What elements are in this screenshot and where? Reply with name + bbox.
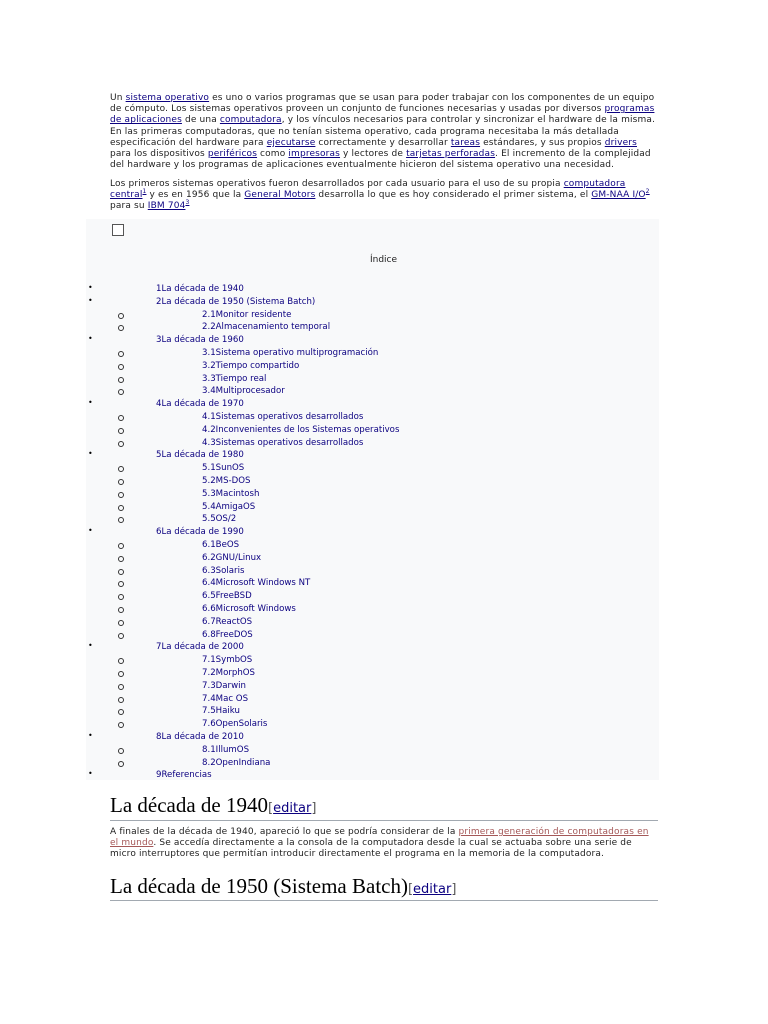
toc-item-label: OpenSolaris bbox=[215, 719, 268, 730]
edit-section-1950 bbox=[408, 882, 456, 897]
toc-item-label: La década de 1950 (Sistema Batch) bbox=[161, 296, 316, 307]
toc-item-label: AmigaOS bbox=[215, 501, 256, 512]
toc-item[interactable] bbox=[202, 502, 255, 512]
toc-item[interactable] bbox=[156, 642, 244, 652]
toc-item[interactable] bbox=[202, 578, 310, 588]
toc-item-number: 6.3 bbox=[202, 565, 216, 576]
toc-item-number: 6.7 bbox=[202, 616, 216, 627]
toc-item[interactable] bbox=[202, 668, 255, 678]
toc-item-number: 8 bbox=[156, 732, 162, 742]
circle-bullet-icon bbox=[118, 620, 124, 626]
circle-bullet-icon bbox=[118, 761, 124, 767]
toc-item-number: 3.4 bbox=[202, 386, 216, 397]
circle-bullet-icon bbox=[118, 607, 124, 613]
circle-bullet-icon bbox=[118, 415, 124, 421]
text: y lectores de bbox=[340, 149, 407, 160]
toc-item-label: BeOS bbox=[215, 540, 240, 550]
text: Los primeros sistemas operativos fueron desarrollados por cada usuario para el uso de su propia bbox=[110, 179, 564, 189]
circle-bullet-icon bbox=[118, 543, 124, 549]
text: es uno o varios programas que se usan para poder trabajar con los componentes de un equipo de cómputo. Los sistemas operativos proveen un conjunto de funciones necesarias y usadas por diversos bbox=[110, 93, 655, 115]
bracket: ] bbox=[451, 882, 457, 897]
circle-bullet-icon bbox=[118, 556, 124, 562]
toc-item-label: IllumOS bbox=[215, 744, 250, 755]
toc-item[interactable] bbox=[202, 540, 239, 550]
link-general-motors[interactable]: General Motors bbox=[244, 190, 316, 201]
circle-bullet-icon bbox=[118, 441, 124, 447]
toc-item[interactable] bbox=[156, 284, 244, 294]
toc-item-number: 4.2 bbox=[202, 424, 216, 435]
text: . Se accedía directamente a la consola de la computadora desde la cual se actuaba sobre una serie de micro interruptores que permitían introducir directamente el programa en la memoria de la computadora. bbox=[110, 838, 632, 860]
intro-paragraph-2 bbox=[110, 179, 658, 213]
bullet-icon: • bbox=[88, 641, 93, 651]
reference-2[interactable]: 2 bbox=[645, 188, 650, 196]
toc-item[interactable] bbox=[202, 630, 253, 640]
text: como bbox=[257, 149, 289, 160]
toc-item[interactable] bbox=[156, 450, 244, 460]
bullet-icon: • bbox=[88, 283, 93, 292]
toc-item-number: 7.5 bbox=[202, 706, 216, 717]
toc-item-number: 6.1 bbox=[202, 540, 216, 550]
toc-item-label: Sistema operativo multiprogramación bbox=[215, 348, 379, 358]
toc-title: Índice bbox=[369, 255, 398, 265]
toc-item-label: OpenIndiana bbox=[215, 757, 271, 768]
toc-item[interactable] bbox=[156, 732, 244, 742]
toc-item-label: La década de 2010 bbox=[161, 732, 244, 742]
bullet-icon: • bbox=[88, 398, 93, 408]
toc-item-label: Monitor residente bbox=[215, 309, 292, 320]
bracket: [ bbox=[268, 801, 274, 816]
toc-item-label: FreeBSD bbox=[215, 591, 252, 602]
bullet-icon: • bbox=[88, 731, 93, 740]
text: Un bbox=[110, 93, 126, 103]
link-ejecutarse[interactable]: ejecutarse bbox=[266, 137, 316, 148]
bracket: ] bbox=[311, 801, 317, 816]
link-gm-naa-io[interactable]: GM-NAA I/O bbox=[591, 190, 646, 201]
toc-item[interactable] bbox=[202, 425, 399, 435]
toc-item[interactable] bbox=[202, 566, 244, 576]
toc-item[interactable] bbox=[202, 310, 291, 320]
toc-item[interactable] bbox=[202, 514, 236, 524]
circle-bullet-icon bbox=[118, 364, 124, 370]
reference-1[interactable]: 1 bbox=[142, 188, 147, 196]
toc-item-number: 2.2 bbox=[202, 322, 216, 333]
toc-item-number: 6.2 bbox=[202, 552, 216, 563]
toc-item-number: 7 bbox=[156, 642, 162, 653]
toc-item-number: 5.1 bbox=[202, 463, 216, 474]
heading-divider bbox=[110, 900, 658, 901]
text: A finales de la década de 1940, apareció lo que se podría considerar de la bbox=[110, 827, 459, 837]
link-tarjetas-perforadas[interactable]: tarjetas perforadas bbox=[406, 149, 496, 160]
toc-item-number: 1 bbox=[156, 284, 162, 294]
toc-item-label: GNU/Linux bbox=[215, 552, 262, 563]
edit-section-1940 bbox=[268, 801, 316, 816]
toc-item-number: 6.4 bbox=[202, 578, 216, 589]
text: de una bbox=[181, 115, 220, 126]
toc-item[interactable] bbox=[202, 745, 249, 755]
toc-item[interactable] bbox=[202, 438, 363, 448]
toc-item-label: OS/2 bbox=[215, 514, 237, 525]
toc-item-label: La década de 1980 bbox=[161, 450, 244, 461]
toc-item-number: 5.5 bbox=[202, 514, 216, 525]
link-sistema-operativo[interactable]: sistema operativo bbox=[125, 93, 210, 103]
toc-item-number: 4.3 bbox=[202, 437, 216, 448]
toc-item-label: Mac OS bbox=[215, 693, 249, 704]
circle-bullet-icon bbox=[118, 671, 124, 677]
toc-item-label: La década de 1970 bbox=[161, 399, 244, 410]
circle-bullet-icon bbox=[118, 377, 124, 383]
toc-item-number: 7.2 bbox=[202, 668, 216, 678]
circle-bullet-icon bbox=[118, 684, 124, 690]
section-1940-paragraph bbox=[110, 827, 658, 861]
text: estándares, y sus propios bbox=[480, 137, 605, 148]
toc-item-number: 2 bbox=[156, 296, 162, 307]
toc-item-number: 6.5 bbox=[202, 591, 216, 602]
section-heading-1940 bbox=[110, 793, 316, 818]
toc-item-number: 7.6 bbox=[202, 719, 216, 730]
heading-divider bbox=[110, 820, 658, 821]
section-heading-1950 bbox=[110, 874, 456, 899]
toc-item-label: MS-DOS bbox=[215, 476, 251, 486]
toc-item[interactable] bbox=[202, 617, 252, 627]
toc-item[interactable] bbox=[202, 476, 250, 486]
reference-3[interactable]: 3 bbox=[185, 199, 190, 207]
text: para los dispositivos bbox=[110, 149, 208, 160]
toc-item-number: 7.1 bbox=[202, 655, 216, 666]
toc-item[interactable] bbox=[202, 706, 240, 716]
text: y es en 1956 que la bbox=[146, 190, 245, 201]
toc-item-label: Multiprocesador bbox=[215, 386, 285, 397]
toc-item-label: FreeDOS bbox=[215, 629, 253, 640]
link-programas-de-aplicaciones[interactable]: programas de aplicaciones bbox=[110, 104, 655, 126]
toc-item[interactable] bbox=[156, 297, 315, 307]
link-tareas[interactable]: tareas bbox=[450, 137, 481, 148]
toc-item[interactable] bbox=[202, 694, 248, 704]
toc-item[interactable] bbox=[202, 489, 259, 499]
link-impresoras[interactable]: impresoras bbox=[288, 149, 341, 160]
toc-item-number: 7.3 bbox=[202, 680, 216, 691]
toc-item-label: Almacenamiento temporal bbox=[215, 322, 331, 333]
toc-item-number: 8.1 bbox=[202, 744, 216, 755]
toc-item-number: 7.4 bbox=[202, 693, 216, 704]
bracket: [ bbox=[407, 882, 414, 897]
toc-item-label: Sistemas operativos desarrollados bbox=[215, 412, 364, 422]
toc-item-label: Darwin bbox=[215, 680, 246, 691]
circle-bullet-icon bbox=[118, 633, 124, 639]
text: correctamente y desarrollar bbox=[315, 137, 451, 148]
toc-item-label: Haiku bbox=[215, 706, 240, 717]
toc-item[interactable] bbox=[202, 322, 330, 332]
toc-item-number: 5.3 bbox=[202, 488, 216, 499]
toc-item-label: Macintosh bbox=[215, 488, 260, 499]
toc-item-number: 5.4 bbox=[202, 501, 216, 512]
toc-item-label: La década de 1960 bbox=[161, 335, 244, 346]
toc-item[interactable] bbox=[202, 361, 299, 371]
bullet-icon: • bbox=[88, 526, 93, 536]
toc-item-label: Microsoft Windows NT bbox=[215, 578, 311, 589]
toc-item-label: Microsoft Windows bbox=[215, 604, 296, 614]
toc-item[interactable] bbox=[202, 591, 252, 601]
toc-item[interactable] bbox=[202, 374, 266, 384]
toc-item-label: ReactOS bbox=[215, 616, 253, 627]
toc-item-number: 3.3 bbox=[202, 373, 216, 384]
toc-item-number: 5 bbox=[156, 450, 162, 461]
toc-item-number: 6.6 bbox=[202, 604, 216, 614]
circle-bullet-icon bbox=[118, 492, 124, 498]
toc-item[interactable] bbox=[156, 335, 244, 345]
toc-item-number: 3.1 bbox=[202, 348, 216, 358]
circle-bullet-icon bbox=[118, 697, 124, 703]
toc-item[interactable] bbox=[156, 527, 244, 537]
toc-item-number: 4.1 bbox=[202, 412, 216, 422]
circle-bullet-icon bbox=[118, 479, 124, 485]
toc-item-number: 2.1 bbox=[202, 309, 216, 320]
toc-item[interactable] bbox=[202, 463, 244, 473]
toc-item-number: 4 bbox=[156, 399, 162, 410]
toc-item-number: 5.2 bbox=[202, 476, 216, 486]
toc-item-label: MorphOS bbox=[215, 668, 255, 678]
toc-item[interactable] bbox=[202, 348, 378, 358]
toc-item[interactable] bbox=[202, 758, 270, 768]
toc-item-label: Solaris bbox=[215, 565, 245, 576]
edit-link-1940[interactable]: editar bbox=[273, 801, 312, 816]
link-primera-generacion[interactable]: primera generación de computadoras en el mundo bbox=[110, 827, 649, 849]
link-perifericos[interactable]: periféricos bbox=[207, 149, 258, 160]
toc-item-number: 6 bbox=[156, 527, 162, 538]
toc-item[interactable] bbox=[202, 412, 363, 422]
heading-text: La década de 1950 (Sistema Batch) bbox=[110, 874, 408, 898]
toc-item-number: 8.2 bbox=[202, 757, 216, 768]
link-ibm-704[interactable]: IBM 704 bbox=[147, 201, 186, 212]
toc-item[interactable] bbox=[202, 604, 296, 614]
edit-link-1950[interactable]: editar bbox=[413, 882, 452, 897]
bullet-icon: • bbox=[88, 769, 93, 779]
circle-bullet-icon bbox=[118, 428, 124, 434]
toc-item-label: SunOS bbox=[215, 463, 245, 474]
toc-item[interactable] bbox=[202, 681, 246, 691]
bullet-icon: • bbox=[88, 295, 93, 305]
toc-item-label: Referencias bbox=[161, 770, 212, 781]
toc-item[interactable] bbox=[202, 719, 267, 729]
bullet-icon: • bbox=[88, 449, 93, 459]
circle-bullet-icon bbox=[118, 505, 124, 511]
circle-bullet-icon bbox=[118, 351, 124, 357]
toc-item-label: La década de 1940 bbox=[161, 284, 244, 294]
link-drivers[interactable]: drivers bbox=[604, 137, 637, 148]
toc-item[interactable] bbox=[156, 399, 244, 409]
toc-item[interactable] bbox=[202, 655, 252, 665]
toc-item-label: SymbOS bbox=[215, 655, 253, 666]
toc-item-label: La década de 1990 bbox=[161, 527, 244, 538]
toc-item-number: 3 bbox=[156, 335, 162, 346]
toc-item-number: 9 bbox=[156, 770, 162, 781]
text: desarrolla lo que es hoy considerado el primer sistema, el bbox=[315, 190, 592, 201]
toc-toggle-checkbox[interactable] bbox=[112, 224, 124, 236]
circle-bullet-icon bbox=[118, 313, 124, 319]
bullet-icon: • bbox=[88, 334, 93, 344]
link-computadora-central[interactable]: computadora central bbox=[110, 179, 626, 201]
link-computadora[interactable]: computadora bbox=[219, 115, 282, 126]
toc-item-label: La década de 2000 bbox=[161, 642, 244, 653]
circle-bullet-icon bbox=[118, 569, 124, 575]
text: , y los vínculos necesarios para controlar y sincronizar el hardware de la misma. En las primeras computadoras, que no tenían sistema operativo, cada programa necesitaba la más detallada especificación del hardware para bbox=[110, 115, 656, 148]
toc-item[interactable] bbox=[202, 386, 285, 396]
toc-item[interactable] bbox=[156, 770, 212, 780]
intro-paragraph-1 bbox=[110, 93, 658, 171]
toc-item-label: Tiempo real bbox=[215, 373, 267, 384]
toc-item-label: Tiempo compartido bbox=[215, 360, 300, 371]
heading-text: La década de 1940 bbox=[110, 793, 269, 817]
toc-item-number: 3.2 bbox=[202, 360, 216, 371]
toc-item-label: Inconvenientes de los Sistemas operativos bbox=[215, 424, 400, 435]
toc-item-number: 6.8 bbox=[202, 629, 216, 640]
circle-bullet-icon bbox=[118, 748, 124, 754]
text: para su bbox=[110, 201, 148, 212]
toc-item[interactable] bbox=[202, 553, 261, 563]
toc-item-label: Sistemas operativos desarrollados bbox=[215, 437, 364, 448]
text: . El incremento de la complejidad del hardware y los programas de aplicaciones eventualmente hicieron del sistema operativo una necesidad. bbox=[110, 149, 651, 171]
